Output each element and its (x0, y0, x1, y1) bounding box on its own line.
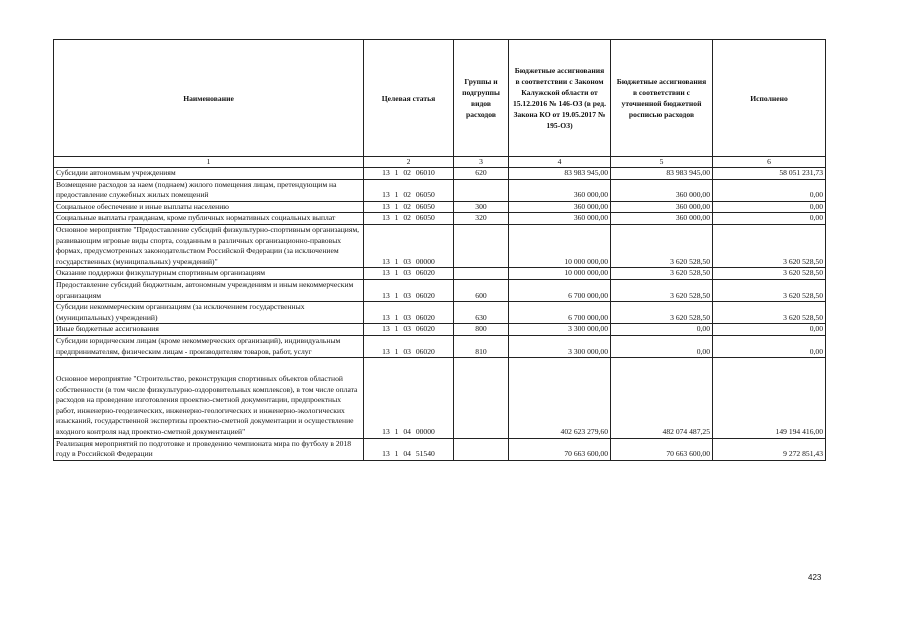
row-budget-law: 70 663 600,00 (509, 438, 611, 460)
row-budget-refined: 360 000,00 (611, 179, 713, 201)
row-executed: 3 620 528,50 (713, 224, 826, 267)
row-budget-law: 6 700 000,00 (509, 302, 611, 324)
page-number: 423 (808, 573, 822, 582)
row-group (454, 358, 509, 439)
row-target-code: 13 1 03 06020 (364, 268, 454, 280)
row-executed: 0,00 (713, 201, 826, 213)
row-budget-refined: 0,00 (611, 324, 713, 336)
row-group: 630 (454, 302, 509, 324)
row-executed: 0,00 (713, 324, 826, 336)
budget-table (53, 39, 826, 461)
table-row (54, 358, 826, 439)
row-target-code: 13 1 04 00000 (364, 358, 454, 439)
row-budget-law: 360 000,00 (509, 213, 611, 225)
row-group: 320 (454, 213, 509, 225)
table-row (54, 438, 826, 460)
row-name: Предоставление субсидий бюджетным, автономным учреждениям и иным некоммерческим организациям (54, 279, 364, 301)
row-budget-law: 6 700 000,00 (509, 279, 611, 301)
row-budget-refined: 3 620 528,50 (611, 268, 713, 280)
row-group (454, 179, 509, 201)
row-budget-law: 3 300 000,00 (509, 324, 611, 336)
header-name: Наименование (54, 40, 364, 157)
row-group: 300 (454, 201, 509, 213)
row-name: Социальное обеспечение и иные выплаты населению (54, 201, 364, 213)
row-group (454, 438, 509, 460)
column-number: 2 (364, 157, 454, 168)
row-executed: 149 194 416,00 (713, 358, 826, 439)
table-row (54, 201, 826, 213)
row-target-code: 13 1 02 06050 (364, 213, 454, 225)
column-number: 3 (454, 157, 509, 168)
header-budget-refined: Бюджетные ассигнования в соответствии с уточненной бюджетной росписью расходов (611, 40, 713, 157)
row-name: Социальные выплаты гражданам, кроме публичных нормативных социальных выплат (54, 213, 364, 225)
row-executed: 3 620 528,50 (713, 279, 826, 301)
header-target: Целевая статья (364, 40, 454, 157)
column-number-row (54, 157, 826, 168)
row-target-code: 13 1 02 06050 (364, 201, 454, 213)
row-budget-refined: 70 663 600,00 (611, 438, 713, 460)
column-number: 4 (509, 157, 611, 168)
header-groups: Группы и подгруппы видов расходов (454, 40, 509, 157)
row-group (454, 268, 509, 280)
row-target-code: 13 1 02 06050 (364, 179, 454, 201)
row-executed: 58 051 231,73 (713, 168, 826, 180)
row-target-code: 13 1 03 00000 (364, 224, 454, 267)
row-name: Субсидии юридическим лицам (кроме некоммерческих организаций), индивидуальным предпринимателям, физическим лицам - производителям товаров, работ, услуг (54, 335, 364, 357)
row-budget-refined: 3 620 528,50 (611, 302, 713, 324)
row-target-code: 13 1 03 06020 (364, 335, 454, 357)
row-executed: 3 620 528,50 (713, 302, 826, 324)
row-name: Возмещение расходов за наем (поднаем) жилого помещения лицам, претендующим на предоставление служебных жилых помещений (54, 179, 364, 201)
row-name: Оказание поддержки физкультурным спортивным организациям (54, 268, 364, 280)
column-number: 1 (54, 157, 364, 168)
row-target-code: 13 1 03 06020 (364, 302, 454, 324)
row-budget-refined: 3 620 528,50 (611, 224, 713, 267)
table-row (54, 168, 826, 180)
row-budget-law: 10 000 000,00 (509, 224, 611, 267)
row-budget-law: 10 000 000,00 (509, 268, 611, 280)
table-row (54, 213, 826, 225)
row-executed: 0,00 (713, 179, 826, 201)
row-name: Субсидии автономным учреждениям (54, 168, 364, 180)
row-group: 600 (454, 279, 509, 301)
column-number: 6 (713, 157, 826, 168)
row-executed: 0,00 (713, 213, 826, 225)
row-budget-refined: 0,00 (611, 335, 713, 357)
row-executed: 9 272 851,43 (713, 438, 826, 460)
row-budget-refined: 3 620 528,50 (611, 279, 713, 301)
row-name: Основное мероприятие "Строительство, реконструкция спортивных объектов областной собственности (в том числе физкультурно-оздоровительных комплексов), в том числе оплата расходов на проведение изготовления проектно-сметной документации, предпроектных работ, инженерно-геодезических, инженерно-геологических и инженерно-экологических изысканий, государственной экспертизы проектно-сметной документации и осуществление входного контроля над проектно-сметной документацией" (54, 358, 364, 439)
header-executed: Исполнено (713, 40, 826, 157)
row-budget-refined: 360 000,00 (611, 201, 713, 213)
row-group: 810 (454, 335, 509, 357)
table-header-row (54, 40, 826, 157)
row-budget-refined: 360 000,00 (611, 213, 713, 225)
table-row (54, 268, 826, 280)
row-budget-law: 3 300 000,00 (509, 335, 611, 357)
row-executed: 3 620 528,50 (713, 268, 826, 280)
row-group: 800 (454, 324, 509, 336)
table-row (54, 224, 826, 267)
row-budget-refined: 83 983 945,00 (611, 168, 713, 180)
row-budget-refined: 482 074 487,25 (611, 358, 713, 439)
row-target-code: 13 1 02 06010 (364, 168, 454, 180)
row-budget-law: 360 000,00 (509, 179, 611, 201)
row-group: 620 (454, 168, 509, 180)
table-row (54, 302, 826, 324)
table-row (54, 335, 826, 357)
row-name: Основное мероприятие "Предоставление субсидий физкультурно-спортивным организациям, развивающим игровые виды спорта, созданным в различных организационно-правовых формах, предусмотренных законодательством Российской Федерации (за исключением государственных (муниципальных) учреждений)" (54, 224, 364, 267)
row-budget-law: 360 000,00 (509, 201, 611, 213)
row-budget-law: 83 983 945,00 (509, 168, 611, 180)
column-number: 5 (611, 157, 713, 168)
row-executed: 0,00 (713, 335, 826, 357)
table-row (54, 179, 826, 201)
row-name: Иные бюджетные ассигнования (54, 324, 364, 336)
table-row (54, 324, 826, 336)
header-budget-law: Бюджетные ассигнования в соответствии с Законом Калужской области от 15.12.2016 № 146-ОЗ (в ред. Закона КО от 19.05.2017 № 195-ОЗ) (509, 40, 611, 157)
row-target-code: 13 1 03 06020 (364, 279, 454, 301)
row-group (454, 224, 509, 267)
table-row (54, 279, 826, 301)
row-name: Субсидии некоммерческим организациям (за исключением государственных (муниципальных) учреждений) (54, 302, 364, 324)
row-name: Реализация мероприятий по подготовке и проведению чемпионата мира по футболу в 2018 году в Российской Федерации (54, 438, 364, 460)
row-budget-law: 402 623 279,60 (509, 358, 611, 439)
row-target-code: 13 1 04 51540 (364, 438, 454, 460)
row-target-code: 13 1 03 06020 (364, 324, 454, 336)
